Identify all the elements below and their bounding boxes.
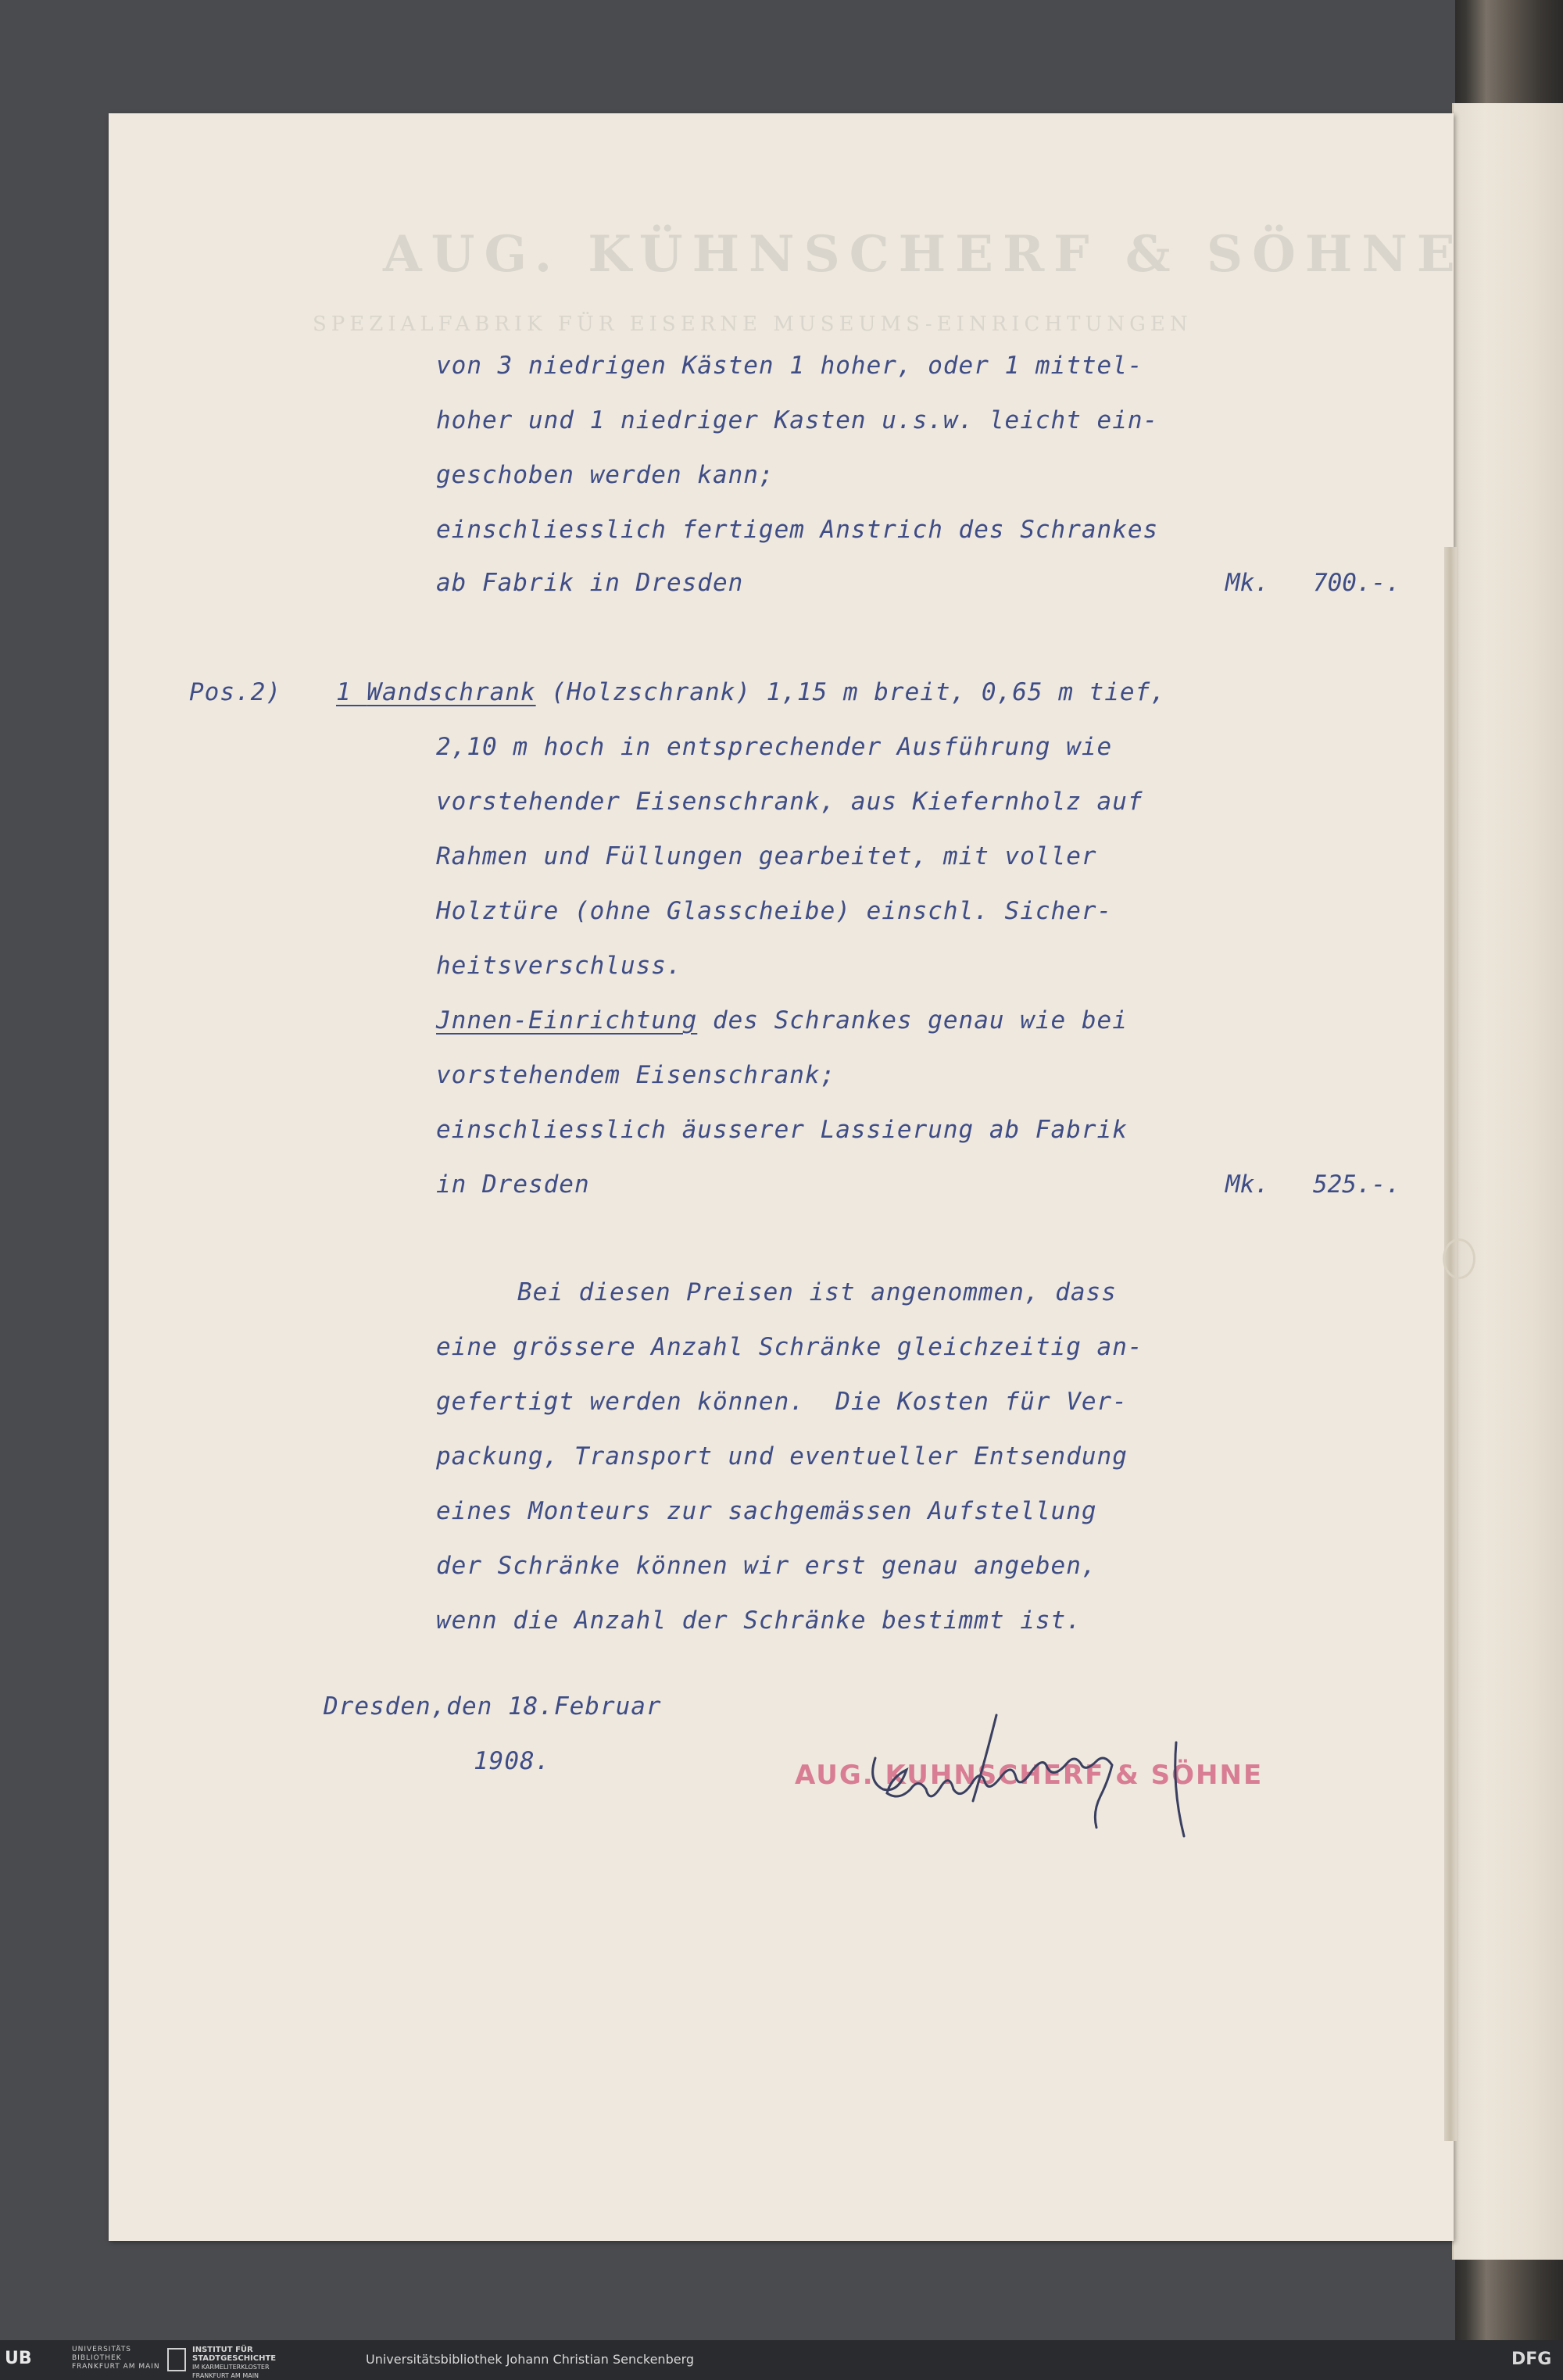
letterhead-subtitle-showthrough: SPEZIALFABRIK FÜR EISERNE MUSEUMS-EINRICHTUNGEN xyxy=(313,313,1193,336)
item-dimensions: (Holzschrank) 1,15 m breit, 0,65 m tief, xyxy=(535,678,1166,706)
ub-logo: UB xyxy=(5,2349,32,2368)
quantity: 1 xyxy=(336,678,367,706)
handwritten-signature xyxy=(821,1711,1227,1875)
text-line: Bei diesen Preisen ist angenommen, dass xyxy=(517,1278,1117,1306)
isg-institution xyxy=(192,2346,276,2380)
ub-institution xyxy=(72,2346,160,2371)
text-line: 2,10 m hoch in entsprechender Ausführung wie xyxy=(436,733,1113,761)
text-line: der Schränke können wir erst genau angeben, xyxy=(436,1552,1097,1580)
price-pos2: Mk. 525.-. xyxy=(1225,1170,1400,1199)
isg-logo-icon xyxy=(167,2348,186,2371)
text-line: in Dresden xyxy=(436,1170,590,1199)
price-pos1: Mk. 700.-. xyxy=(1225,569,1400,597)
text-line: geschoben werden kann; xyxy=(436,461,774,489)
isg-text-line: INSTITUT FÜR xyxy=(192,2346,253,2354)
text-line: eine grössere Anzahl Schränke gleichzeitig an- xyxy=(436,1333,1143,1361)
text-line: Rahmen und Füllungen gearbeitet, mit voller xyxy=(436,842,1097,870)
text-line: vorstehender Eisenschrank, aus Kiefernholz auf xyxy=(436,788,1143,816)
binding-string xyxy=(1443,1238,1475,1279)
dfg-logo: DFG xyxy=(1511,2350,1552,2369)
text-line: Holztüre (ohne Glasscheibe) einschl. Sicher- xyxy=(436,897,1113,925)
company-stamp: AUG. KUHNSCHERF & SÖHNE xyxy=(795,1760,1264,1791)
ub-text-line: UNIVERSITÄTS xyxy=(72,2346,131,2353)
text-line: ab Fabrik in Dresden xyxy=(436,569,744,597)
letterhead-showthrough: AUG. KÜHNSCHERF & SÖHNE xyxy=(383,225,1465,284)
footer-bar xyxy=(0,2340,1563,2380)
text-line: einschliesslich fertigem Anstrich des Schrankes xyxy=(436,516,1159,544)
adjacent-page xyxy=(1452,103,1563,2260)
text-line: vorstehendem Eisenschrank; xyxy=(436,1061,836,1089)
pos2-first-line xyxy=(336,678,1166,706)
place-date: Dresden,den 18.Februar xyxy=(324,1692,662,1721)
text-line: packung, Transport und eventueller Entsendung xyxy=(436,1442,1128,1471)
binding-strip xyxy=(1444,547,1457,2141)
text-line: heitsverschluss. xyxy=(436,952,682,980)
isg-text-line: STADTGESCHICHTE xyxy=(192,2354,277,2363)
text-line: von 3 niedrigen Kästen 1 hoher, oder 1 mittel- xyxy=(436,352,1143,380)
ub-text-line: BIBLIOTHEK xyxy=(72,2354,122,2362)
ub-text-line: FRANKFURT AM MAIN xyxy=(72,2363,160,2371)
year: 1908. xyxy=(474,1747,551,1775)
text-line: hoher und 1 niedriger Kasten u.s.w. leicht ein- xyxy=(436,406,1159,434)
interior-heading: Jnnen-Einrichtung xyxy=(436,1006,698,1035)
interior-line xyxy=(436,1006,1128,1035)
library-name: Universitätsbibliothek Johann Christian Senckenberg xyxy=(366,2352,695,2367)
isg-text-line: IM KARMELITERKLOSTER xyxy=(192,2364,270,2371)
item-name: Wandschrank xyxy=(367,678,536,706)
interior-text: des Schrankes genau wie bei xyxy=(697,1006,1128,1035)
isg-text-line: FRANKFURT AM MAIN xyxy=(192,2372,259,2379)
text-line: eines Monteurs zur sachgemässen Aufstellung xyxy=(436,1497,1097,1525)
text-line: wenn die Anzahl der Schränke bestimmt ist. xyxy=(436,1606,1082,1635)
text-line: gefertigt werden können. Die Kosten für Ver- xyxy=(436,1388,1128,1416)
position-label: Pos.2) xyxy=(189,678,281,706)
text-line: einschliesslich äusserer Lassierung ab Fabrik xyxy=(436,1116,1128,1144)
